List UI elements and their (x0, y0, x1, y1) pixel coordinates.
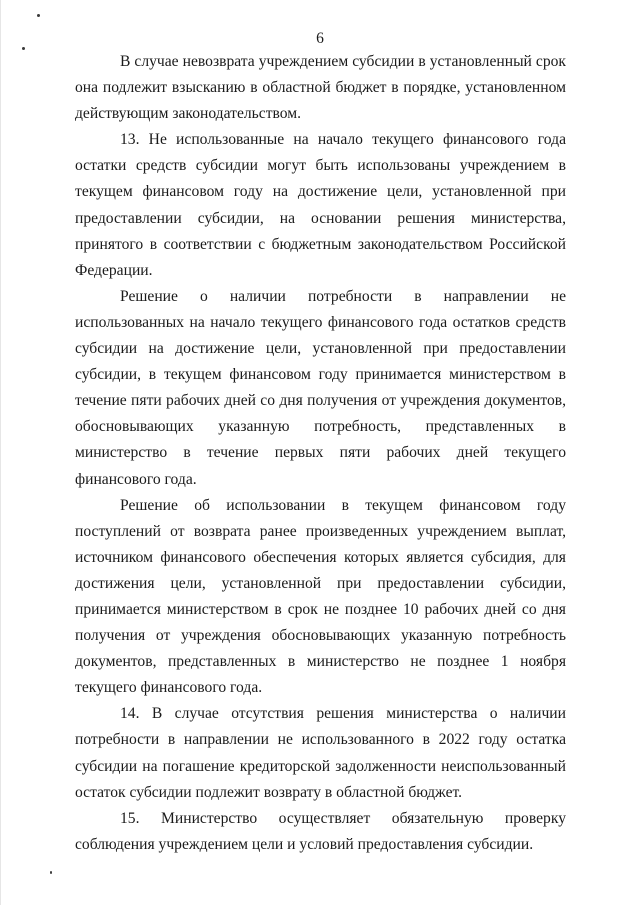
paragraph-decision-remaining-funds: Решение о наличии потребности в направлении не использованных на начало текущего финансового года остатков средств субсидии на достижение цели, установленной при предоставлении субсидии, в текущем финансовом году принимается министерством в течение пяти рабочих дней со дня получения от учреждения документов, обосновывающих указанную потребность, представленных в министерство в течение первых пяти рабочих дней текущего финансового года. (75, 287, 566, 488)
scan-edge-line (0, 0, 1, 905)
document-body (75, 49, 566, 858)
paragraph-15: 15. Министерство осуществляет обязательную проверку соблюдения учреждением цели и условий предоставления субсидии. (75, 809, 566, 853)
page-number: 6 (316, 30, 324, 47)
scan-speck (37, 14, 40, 17)
paragraph-non-return: В случае невозврата учреждением субсидии в установленный срок она подлежит взысканию в областной бюджет в порядке, установленном действующим законодательством. (75, 53, 566, 123)
paragraph-13: 13. Не использованные на начало текущего финансового года остатки средств субсидии могут быть использованы учреждением в текущем финансовом году на достижение цели, установленной при предоставлении субсидии, на основании решения министерства, принятого в соответствии с бюджетным законодательством Российской Федерации. (75, 131, 566, 279)
paragraph-decision-returned-payments: Решение об использовании в текущем финансовом году поступлений от возврата ранее произведенных учреждением выплат, источником финансового обеспечения которых является субсидия, для достижения цели, установленной при предоставлении субсидии, принимается министерством в срок не позднее 10 рабочих дней со дня получения от учреждения обосновывающих указанную потребность документов, представленных в министерство не позднее 1 ноября текущего финансового года. (75, 496, 566, 697)
scan-speck (50, 871, 52, 874)
paragraph-14: 14. В случае отсутствия решения министерства о наличии потребности в направлении не использованного в 2022 году остатка субсидии на погашение кредиторской задолженности неиспользованный остаток субсидии подлежит возврату в областной бюджет. (75, 705, 566, 801)
